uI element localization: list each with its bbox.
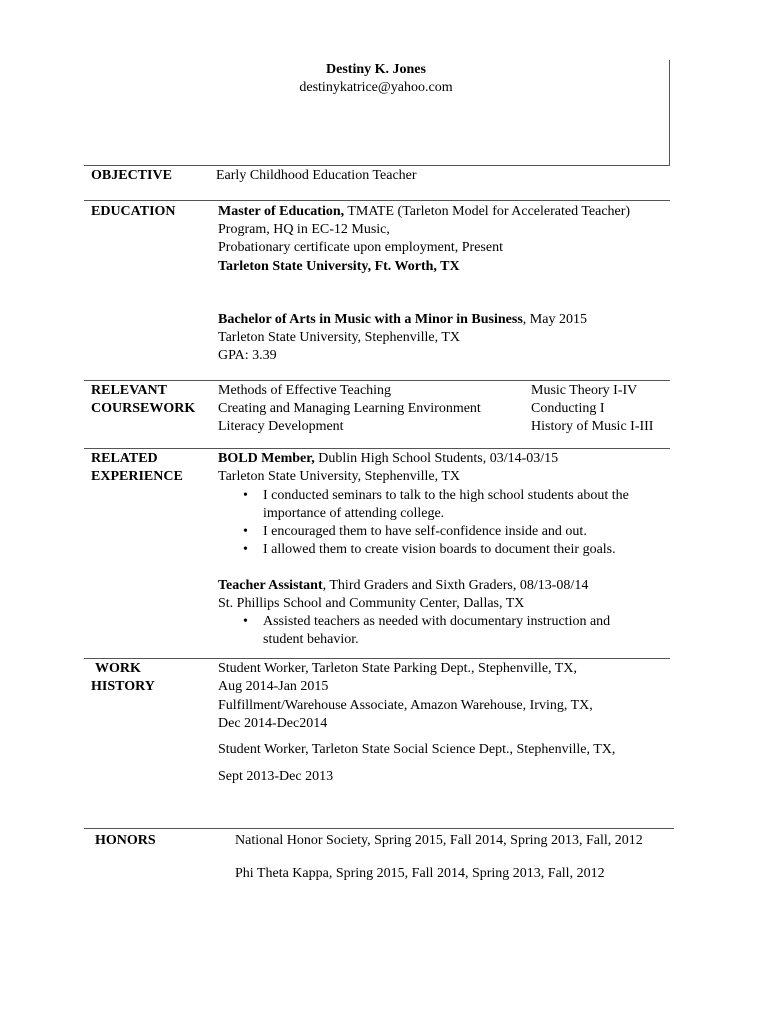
course-item: Creating and Managing Learning Environment [218, 401, 481, 416]
masters-line-3: Probationary certificate upon employment, Present [218, 240, 503, 255]
course-item: Methods of Effective Teaching [218, 383, 392, 398]
course-item: Conducting I [531, 401, 605, 416]
section-heading-related: RELATED [91, 451, 158, 466]
section-heading-relevant: RELEVANT [91, 383, 167, 398]
masters-degree: Master of Education, [218, 204, 345, 219]
honor-item: Phi Theta Kappa, Spring 2015, Fall 2014, Spring 2013, Fall, 2012 [235, 866, 605, 881]
divider-education [84, 200, 670, 201]
work-line: Sept 2013-Dec 2013 [218, 769, 334, 784]
job2-bullet: • Assisted teachers as needed with documentary instruction and [263, 613, 610, 631]
job1-title-line [218, 450, 558, 468]
divider-experience [84, 448, 670, 449]
resume-name: Destiny K. Jones [326, 62, 426, 77]
masters-school: Tarleton State University, Ft. Worth, TX [218, 259, 460, 274]
section-heading-honors: HONORS [95, 833, 156, 848]
job1-bullet: • I encouraged them to have self-confidence inside and out. [263, 523, 587, 541]
section-heading-experience: EXPERIENCE [91, 469, 183, 484]
job1-detail: Dublin High School Students, 03/14-03/15 [314, 451, 559, 466]
job2-title: Teacher Assistant [218, 578, 323, 593]
work-line: Student Worker, Tarleton State Parking Dept., Stephenville, TX, [218, 661, 577, 676]
honor-item: National Honor Society, Spring 2015, Fall 2014, Spring 2013, Fall, 2012 [235, 833, 643, 848]
job1-bullet: • I allowed them to create vision boards to document their goals. [263, 541, 616, 559]
objective-text: Early Childhood Education Teacher [216, 168, 417, 183]
work-line: Student Worker, Tarleton State Social Science Dept., Stephenville, TX, [218, 742, 616, 757]
section-heading-education: EDUCATION [91, 204, 176, 219]
job1-location: Tarleton State University, Stephenville, TX [218, 469, 461, 484]
divider-honors [84, 828, 674, 829]
masters-line-1 [218, 203, 630, 221]
masters-detail: TMATE (Tarleton Model for Accelerated Teacher) [344, 204, 631, 219]
job2-location: St. Phillips School and Community Center, Dallas, TX [218, 596, 525, 611]
bachelors-degree: Bachelor of Arts in Music with a Minor in Business [218, 312, 523, 327]
divider-coursework [84, 380, 670, 381]
work-line: Fulfillment/Warehouse Associate, Amazon Warehouse, Irving, TX, [218, 698, 593, 713]
job1-title: BOLD Member, [218, 451, 315, 466]
work-line: Dec 2014-Dec2014 [218, 716, 328, 731]
job2-detail: , Third Graders and Sixth Graders, 08/13-08/14 [322, 578, 589, 593]
bachelors-gpa: GPA: 3.39 [218, 348, 277, 363]
divider-work [84, 658, 670, 659]
bachelors-line-1 [218, 311, 587, 329]
course-item: History of Music I-III [531, 419, 654, 434]
section-heading-objective: OBJECTIVE [91, 168, 172, 183]
header-border-right [669, 60, 670, 165]
job2-bullet-continuation: student behavior. [263, 632, 359, 647]
masters-line-2: Program, HQ in EC-12 Music, [218, 222, 390, 237]
job1-bullet: • I conducted seminars to talk to the high school students about the [263, 487, 629, 505]
section-heading-history: HISTORY [91, 679, 155, 694]
contact-email: destinykatrice@yahoo.com [299, 80, 453, 95]
course-item: Literacy Development [218, 419, 344, 434]
bachelors-school: Tarleton State University, Stephenville, TX [218, 330, 461, 345]
course-item: Music Theory I-IV [531, 383, 638, 398]
job2-title-line [218, 577, 588, 595]
section-heading-work: WORK [95, 661, 141, 676]
bachelors-date: , May 2015 [522, 312, 587, 327]
work-line: Aug 2014-Jan 2015 [218, 679, 329, 694]
job1-bullet-continuation: importance of attending college. [263, 506, 445, 521]
divider-objective [84, 165, 670, 166]
section-heading-coursework: COURSEWORK [91, 401, 196, 416]
